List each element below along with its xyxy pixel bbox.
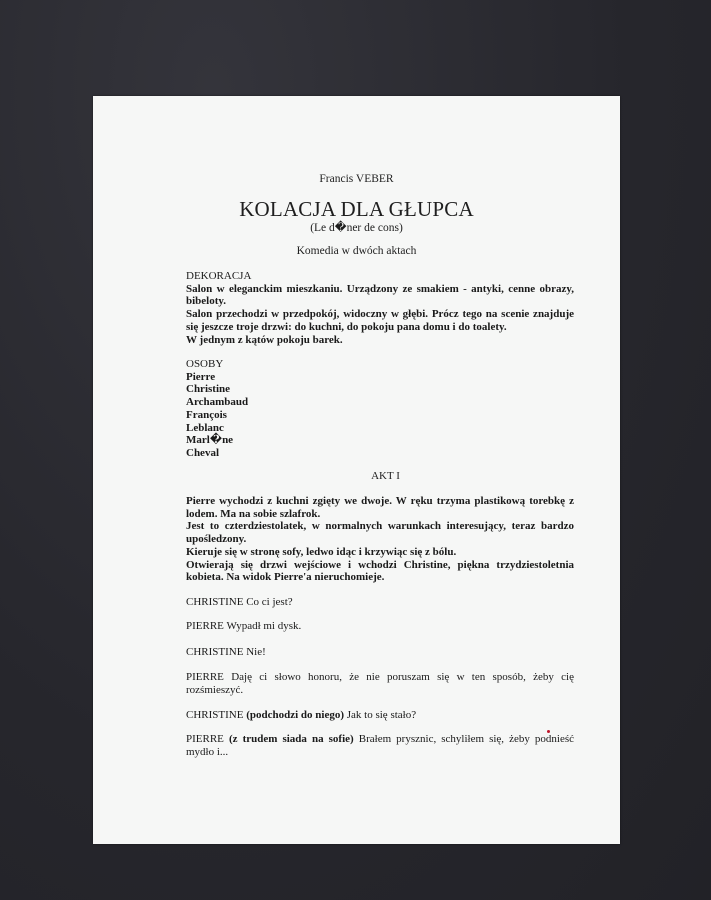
decoration-line: Salon przechodzi w przedpokój, widoczny w głębi. Prócz tego na scenie znajduje się jeszcze troje drzwi: do kuchni, do pokoju pana domu i do toalety.: [186, 308, 574, 333]
cast-name: Marl�ne: [186, 434, 234, 447]
dialogue-line: [186, 733, 574, 758]
dialogue-line: [186, 596, 574, 609]
dialogue-text: Jak to się stało?: [346, 709, 417, 721]
cast-name: François: [186, 408, 227, 421]
cast-name: Cheval: [186, 446, 219, 459]
cast-name: Christine: [186, 383, 230, 396]
decoration-line: Salon w eleganckim mieszkaniu. Urządzony ze smakiem - antyki, cenne obrazy, bibeloty.: [186, 282, 574, 308]
document-page: [93, 96, 620, 844]
speaker-name: CHRISTINE: [186, 646, 244, 658]
speaker-name: CHRISTINE: [186, 709, 244, 721]
author-name: Francis VEBER: [319, 173, 394, 185]
speaker-name: PIERRE: [186, 620, 224, 632]
stage-direction-line: Pierre wychodzi z kuchni zgięty we dwoje. W ręku trzyma plastikową torebkę z lodem. Ma na sobie szlafrok.: [186, 495, 574, 520]
speaker-name: PIERRE: [186, 733, 224, 745]
speaker-name: CHRISTINE: [186, 596, 244, 608]
play-title: KOLACJA DLA GŁUPCA: [239, 197, 474, 221]
cast-section: [186, 358, 574, 460]
stage-direction-inline: (podchodzi do niego): [246, 709, 344, 721]
cast-name: Leblanc: [186, 421, 224, 434]
genre-line: Komedia w dwóch aktach: [296, 245, 417, 257]
red-mark: [547, 730, 550, 733]
dialogue-text: Nie!: [246, 646, 266, 658]
cast-name: Pierre: [186, 370, 216, 383]
stage-direction-line: Jest to czterdziestolatek, w normalnych warunkach interesujący, teraz bardzo upośledzony.: [186, 520, 574, 546]
dialogue-line: [186, 709, 574, 722]
decoration-line: W jednym z kątów pokoju barek.: [186, 333, 343, 346]
stage-direction-line: Kieruje się w stronę sofy, ledwo idąc i krzywiąc się z bólu.: [186, 545, 457, 558]
dialogue-text: Wypadł mi dysk.: [226, 620, 302, 632]
stage-direction-line: Otwierają się drzwi wejściowe i wchodzi Christine, piękna trzydziestoletnia kobieta. Na widok Pierre'a nieruchomieje.: [186, 558, 574, 584]
stage-directions: [186, 495, 574, 584]
act-heading: AKT I: [371, 470, 400, 482]
dialogue-line: [186, 620, 574, 633]
stage-direction-inline: (z trudem siada na sofie): [228, 733, 354, 745]
dialogue-text: Daję ci słowo honoru, że nie poruszam się w ten sposób, żeby cię rozśmieszyć.: [186, 671, 574, 696]
dialogue-text: Co ci jest?: [246, 596, 293, 608]
original-title: (Le d�ner de cons): [310, 222, 403, 234]
speaker-name: PIERRE: [186, 671, 224, 683]
dialogue-line: [186, 646, 574, 659]
decoration-section: [186, 270, 574, 346]
cast-heading: OSOBY: [186, 358, 224, 370]
dialogue-line: [186, 671, 574, 696]
cast-name: Archambaud: [186, 396, 249, 409]
dialogue-text: Brałem prysznic, schyliłem się, żeby podnieść mydło i...: [186, 733, 575, 758]
decoration-heading: DEKORACJA: [186, 270, 252, 282]
